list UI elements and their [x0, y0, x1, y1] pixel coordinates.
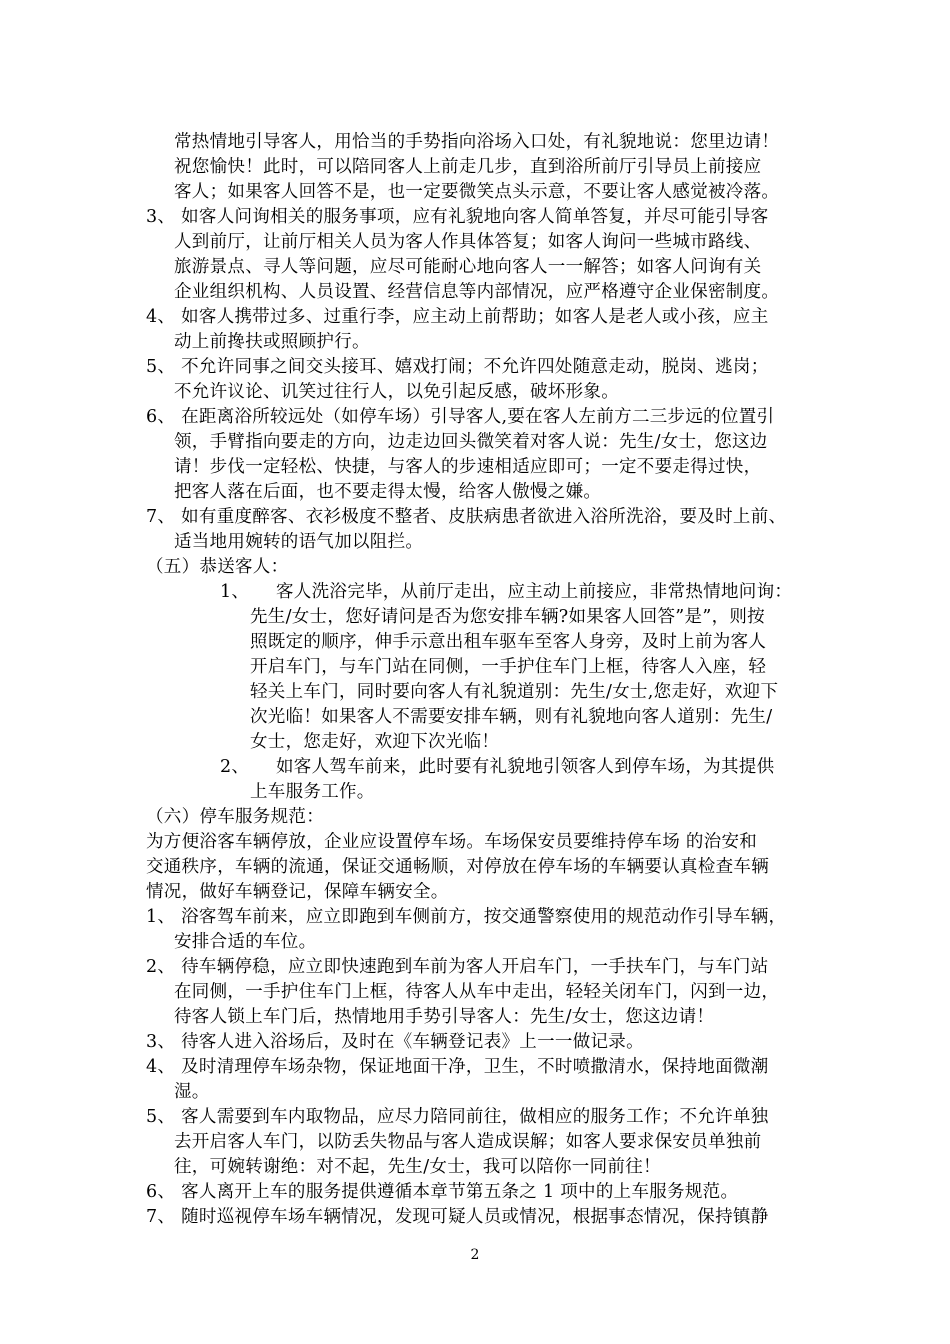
list-item-6: 6、 客人离开上车的服务提供遵循本章节第五条之 1 项中的上车服务规范。	[146, 1182, 739, 1202]
text-line: 旅游景点、寻人等问题，应尽可能耐心地向客人一一解答；如客人问询有关	[174, 257, 762, 277]
text-line: 往，可婉转谢绝：对不起，先生/女士，我可以陪你一同前往！	[174, 1157, 661, 1177]
text-line: 如客人驾车前来，此时要有礼貌地引领客人到停车场，为其提供	[276, 757, 775, 777]
text-line: 请！步伐一定轻松、快捷，与客人的步速相适应即可；一定不要走得过快，	[174, 457, 762, 477]
list-item-7: 7、 如有重度醉客、衣衫极度不整者、皮肤病患者欲进入浴所洗浴，要及时上前、	[146, 507, 787, 527]
list-item-3: 3、 待客人进入浴场后，及时在《车辆登记表》上一一做记录。	[146, 1032, 644, 1052]
text-line: 把客人落在后面，也不要走得太慢，给客人傲慢之嫌。	[174, 482, 602, 502]
text-line: 不允许议论、讥笑过往行人，以免引起反感，破坏形象。	[174, 382, 619, 402]
text-line: 轻关上车门，同时要向客人有礼貌道别：先生/女士,您走好，欢迎下	[250, 682, 779, 702]
section-heading-5: （五）恭送客人：	[146, 557, 289, 577]
list-item-5: 5、 客人需要到车内取物品，应尽力陪同前往，做相应的服务工作；不允许单独	[146, 1107, 769, 1127]
list-item-5: 5、 不允许同事之间交头接耳、嬉戏打闹；不允许四处随意走动，脱岗、逃岗；	[146, 357, 769, 377]
list-item-2: 2、 待车辆停稳，应立即快速跑到车前为客人开启车门，一手扶车门，与车门站	[146, 957, 769, 977]
text-line: 领，手臂指向要走的方向，边走边回头微笑着对客人说：先生/女士，您这边	[174, 432, 768, 452]
text-line: 照既定的顺序，伸手示意出租车驱车至客人身旁，及时上前为客人	[250, 632, 767, 652]
text-line: 女士，您走好，欢迎下次光临！	[250, 732, 500, 752]
list-item-4: 4、 及时清理停车场杂物，保证地面干净，卫生，不时喷撒清水，保持地面微潮	[146, 1057, 769, 1077]
text-line: 企业组织机构、人员设置、经营信息等内部情况，应严格遵守企业保密制度。	[174, 282, 780, 302]
paragraph-line: 情况，做好车辆登记，保障车辆安全。	[146, 882, 449, 902]
text-line: 湿。	[174, 1082, 210, 1102]
list-number-1: 1、	[220, 582, 250, 602]
text-line: 先生/女士，您好请问是否为您安排车辆?如果客人回答”是”，则按	[250, 607, 765, 627]
text-line: 动上前搀扶或照顾护行。	[174, 332, 370, 352]
text-line: 客人；如果客人回答不是，也一定要微笑点头示意，不要让客人感觉被冷落。	[174, 182, 780, 202]
text-line: 去开启客人车门，以防丢失物品与客人造成误解；如客人要求保安员单独前	[174, 1132, 762, 1152]
list-item-3: 3、 如客人问询相关的服务事项，应有礼貌地向客人简单答复，并尽可能引导客	[146, 207, 769, 227]
list-item-6: 6、 在距离浴所较远处（如停车场）引导客人,要在客人左前方二三步远的位置引	[146, 407, 775, 427]
paragraph-line: 为方便浴客车辆停放，企业应设置停车场。车场保安员要维持停车场 的治安和	[146, 832, 758, 852]
list-item-1: 1、 浴客驾车前来，应立即跑到车侧前方，按交通警察使用的规范动作引导车辆，	[146, 907, 787, 927]
text-line: 客人洗浴完毕，从前厅走出，应主动上前接应，非常热情地问询：	[276, 582, 793, 602]
text-line: 在同侧，一手护住车门上框，待客人从车中走出，轻轻关闭车门，闪到一边，	[174, 982, 780, 1002]
page-number: 2	[470, 1247, 480, 1263]
section-heading-6: （六）停车服务规范：	[146, 807, 324, 827]
text-line: 待客人锁上车门后，热情地用手势引导客人：先生/女士，您这边请！	[174, 1007, 715, 1027]
text-line: 开启车门，与车门站在同侧，一手护住车门上框，待客人入座，轻	[250, 657, 767, 677]
text-line: 次光临！如果客人不需要安排车辆，则有礼貌地向客人道别：先生/	[250, 707, 773, 727]
text-line: 上车服务工作。	[250, 782, 375, 802]
text-line: 祝您愉快！此时，可以陪同客人上前走几步，直到浴所前厅引导员上前接应	[174, 157, 762, 177]
text-line: 适当地用婉转的语气加以阻拦。	[174, 532, 424, 552]
list-item-7: 7、 随时巡视停车场车辆情况，发现可疑人员或情况，根据事态情况，保持镇静	[146, 1207, 769, 1227]
list-item-4: 4、 如客人携带过多、过重行李，应主动上前帮助；如客人是老人或小孩，应主	[146, 307, 769, 327]
text-line: 安排合适的车位。	[174, 932, 317, 952]
text-line: 常热情地引导客人，用恰当的手势指向浴场入口处，有礼貌地说：您里边请！	[174, 132, 780, 152]
list-number-2: 2、	[220, 757, 250, 777]
text-line: 人到前厅，让前厅相关人员为客人作具体答复；如客人询问一些城市路线、	[174, 232, 762, 252]
paragraph-line: 交通秩序，车辆的流通，保证交通畅顺，对停放在停车场的车辆要认真检查车辆	[146, 857, 769, 877]
